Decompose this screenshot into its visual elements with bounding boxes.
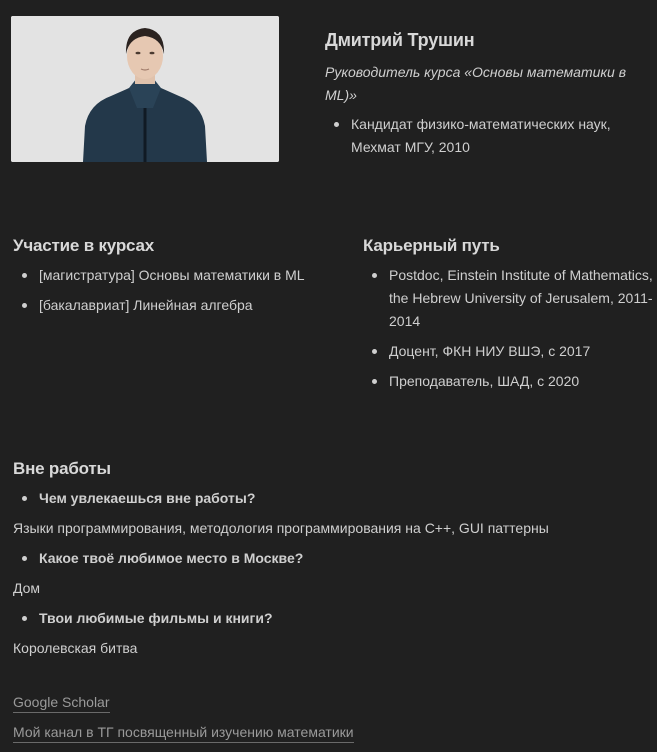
career-heading: Карьерный путь <box>363 236 500 255</box>
offwork-question-1 <box>13 487 653 510</box>
person-name: Дмитрий Трушин <box>325 30 475 50</box>
answer: Дом <box>13 580 41 596</box>
portrait-image <box>11 16 279 162</box>
profile-info <box>325 30 655 159</box>
telegram-channel-link[interactable]: Мой канал в ТГ посвященный изучению математики <box>13 722 354 743</box>
offwork-question-3 <box>13 607 653 630</box>
credentials-list <box>325 113 655 159</box>
question: Твои любимые фильмы и книги? <box>13 607 653 630</box>
career-item: Доцент, ФКН НИУ ВШЭ, с 2017 <box>363 340 657 363</box>
offwork-section <box>13 459 653 667</box>
credential-item: Кандидат физико-математических наук, Мехмат МГУ, 2010 <box>325 113 655 159</box>
courses-heading: Участие в курсах <box>13 236 154 255</box>
links-section <box>13 692 354 752</box>
offwork-heading: Вне работы <box>13 459 111 478</box>
person-role: Руководитель курса «Основы математики в ML)» <box>325 64 627 103</box>
offwork-question-2 <box>13 547 653 570</box>
courses-section <box>13 236 313 324</box>
course-item: [магистратура] Основы математики в ML <box>13 264 313 287</box>
google-scholar-link[interactable]: Google Scholar <box>13 692 110 713</box>
answer: Языки программирования, методология программирования на C++, GUI паттерны <box>13 520 549 536</box>
course-item: [бакалавриат] Линейная алгебра <box>13 294 313 317</box>
profile-photo <box>11 16 279 162</box>
career-section <box>363 236 657 400</box>
question: Чем увлекаешься вне работы? <box>13 487 653 510</box>
career-item: Postdoc, Einstein Institute of Mathematics, the Hebrew University of Jerusalem, 2011-2014 <box>363 264 657 333</box>
answer: Королевская битва <box>13 640 138 656</box>
courses-list <box>13 264 313 317</box>
career-list <box>363 264 657 393</box>
question: Какое твоё любимое место в Москве? <box>13 547 653 570</box>
career-item: Преподаватель, ШАД, с 2020 <box>363 370 657 393</box>
